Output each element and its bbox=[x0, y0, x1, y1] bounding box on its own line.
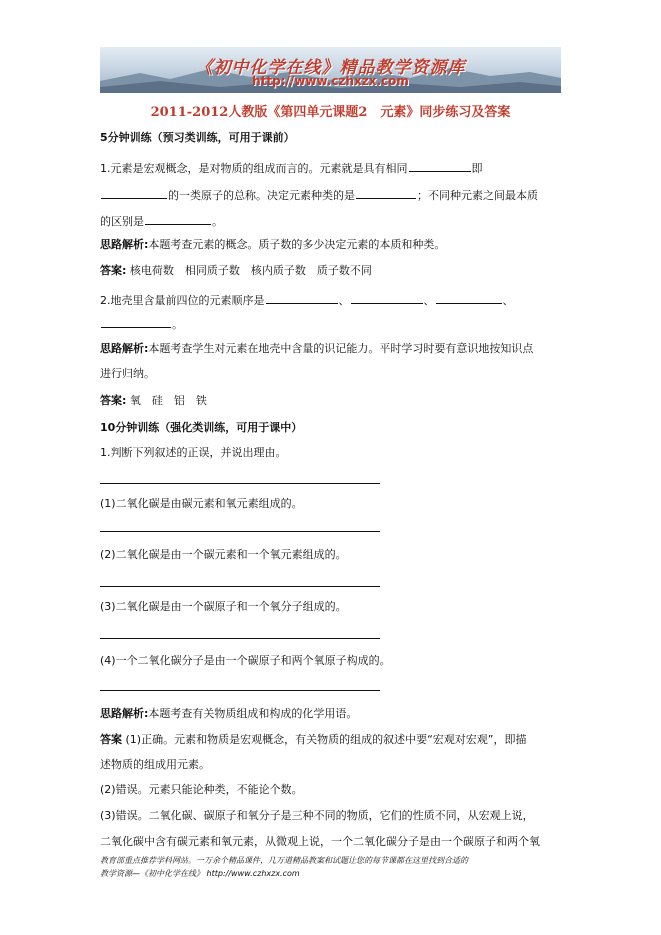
answer-line[interactable] bbox=[100, 638, 380, 639]
q2-analysis bbox=[100, 342, 533, 356]
s2-analysis bbox=[100, 707, 357, 721]
s2-answer-l2: 述物质的组成用元素。 bbox=[100, 758, 210, 771]
q1-analysis bbox=[100, 238, 445, 252]
footer-line1: 教育部重点推荐学科网站。一万余个精品课件，几万道精品教案和试题让您的每节课都在这里找到合适的 bbox=[100, 856, 468, 865]
analysis-text: 本题考查有关物质组成和构成的化学用语。 bbox=[148, 707, 358, 720]
q1-text: 的一类原子的总称。决定元素种类的是 bbox=[168, 189, 355, 202]
s2-q1-stem: 1.判断下列叙述的正误，并说出理由。 bbox=[100, 446, 287, 459]
s2-item-4: (4)一个二氧化碳分子是由一个碳原子和两个氧原子构成的。 bbox=[100, 654, 391, 667]
answer-text: (1)正确。元素和物质是宏观概念，有关物质的组成的叙述中要“宏观对宏观”，即描 bbox=[125, 733, 527, 746]
q1-text: 的区别是 bbox=[100, 215, 144, 228]
answer-line[interactable] bbox=[100, 531, 380, 532]
answer-line[interactable] bbox=[100, 586, 380, 587]
answer-blank[interactable] bbox=[145, 213, 211, 225]
q2-separator: 、 bbox=[502, 294, 514, 307]
analysis-label: 思路解析: bbox=[100, 238, 149, 251]
q1-answer bbox=[100, 264, 372, 278]
footer-text: 教学资源—《初中化学在线》 bbox=[100, 869, 204, 878]
footer-line2 bbox=[100, 868, 300, 879]
answer-text: 核电荷数 相同质子数 核内质子数 质子数不同 bbox=[129, 264, 372, 277]
q2-answer bbox=[100, 394, 207, 408]
answer-label: 答案: bbox=[100, 394, 127, 407]
answer-blank[interactable] bbox=[101, 316, 171, 328]
q2-line2 bbox=[100, 316, 183, 332]
s2-answer-l5: 二氧化碳中含有碳元素和氧元素，从微观上说，一个二氧化碳分子是由一个碳原子和两个氧 bbox=[100, 835, 540, 848]
q2-end: 。 bbox=[172, 318, 183, 331]
q1-text: 即 bbox=[471, 162, 483, 175]
section-heading-10min: 10分钟训练（强化类训练，可用于课中） bbox=[100, 421, 303, 434]
banner-title: 《初中化学在线》精品教学资源库 bbox=[195, 58, 466, 78]
q2-analysis-cont: 进行归纳。 bbox=[100, 367, 155, 380]
analysis-text: 本题考查学生对元素在地壳中含量的识记能力。平时学习时要有意识地按知识点 bbox=[148, 342, 534, 355]
analysis-label: 思路解析: bbox=[100, 342, 149, 355]
answer-label: 答案: bbox=[100, 264, 127, 277]
s2-answer-l3: (2)错误。元素只能论种类，不能论个数。 bbox=[100, 783, 303, 796]
document-title: 2011-2012人教版《第四单元课题2 元素》同步练习及答案 bbox=[150, 105, 511, 120]
q2-line1 bbox=[100, 292, 514, 308]
answer-label: 答案 bbox=[100, 733, 122, 746]
answer-blank[interactable] bbox=[266, 292, 338, 304]
answer-line[interactable] bbox=[100, 483, 380, 484]
s2-item-2: (2)二氧化碳是由一个碳元素和一个氧元素组成的。 bbox=[100, 548, 347, 561]
q1-text: 。 bbox=[212, 215, 223, 228]
s2-item-1: (1)二氧化碳是由碳元素和氧元素组成的。 bbox=[100, 497, 303, 510]
q2-separator: 、 bbox=[338, 294, 350, 307]
answer-blank[interactable] bbox=[351, 292, 423, 304]
analysis-text: 本题考查元素的概念。质子数的多少决定元素的本质和种类。 bbox=[148, 238, 446, 251]
q1-line3 bbox=[100, 213, 223, 229]
s2-item-3: (3)二氧化碳是由一个碳原子和一个氧分子组成的。 bbox=[100, 600, 347, 613]
footer-url[interactable]: http://www.czhxzx.com bbox=[206, 869, 300, 878]
answer-line[interactable] bbox=[100, 690, 380, 691]
section-heading-5min: 5分钟训练（预习类训练，可用于课前） bbox=[100, 131, 295, 144]
q1-text: ；不同种元素之间最本质 bbox=[417, 189, 538, 202]
analysis-label: 思路解析: bbox=[100, 707, 149, 720]
s2-answer-l1 bbox=[100, 733, 526, 747]
q2-text: 2.地壳里含量前四位的元素顺序是 bbox=[100, 294, 265, 307]
s2-answer-l4: (3)错误。二氧化碳、碳原子和氧分子是三种不同的物质，它们的性质不同，从宏观上说， bbox=[100, 809, 534, 822]
answer-blank[interactable] bbox=[409, 160, 471, 172]
answer-blank[interactable] bbox=[101, 187, 167, 199]
q1-line2 bbox=[100, 187, 538, 203]
answer-blank[interactable] bbox=[356, 187, 416, 199]
banner-url[interactable]: http://www.czhxzx.com bbox=[252, 74, 409, 88]
q1-line1 bbox=[100, 160, 483, 176]
answer-blank[interactable] bbox=[436, 292, 502, 304]
answer-text: 氧 硅 铝 铁 bbox=[129, 394, 207, 407]
q1-text: 1.元素是宏观概念，是对物质的组成而言的。元素就是具有相同 bbox=[100, 162, 408, 175]
q2-separator: 、 bbox=[423, 294, 435, 307]
header-banner bbox=[100, 47, 561, 93]
